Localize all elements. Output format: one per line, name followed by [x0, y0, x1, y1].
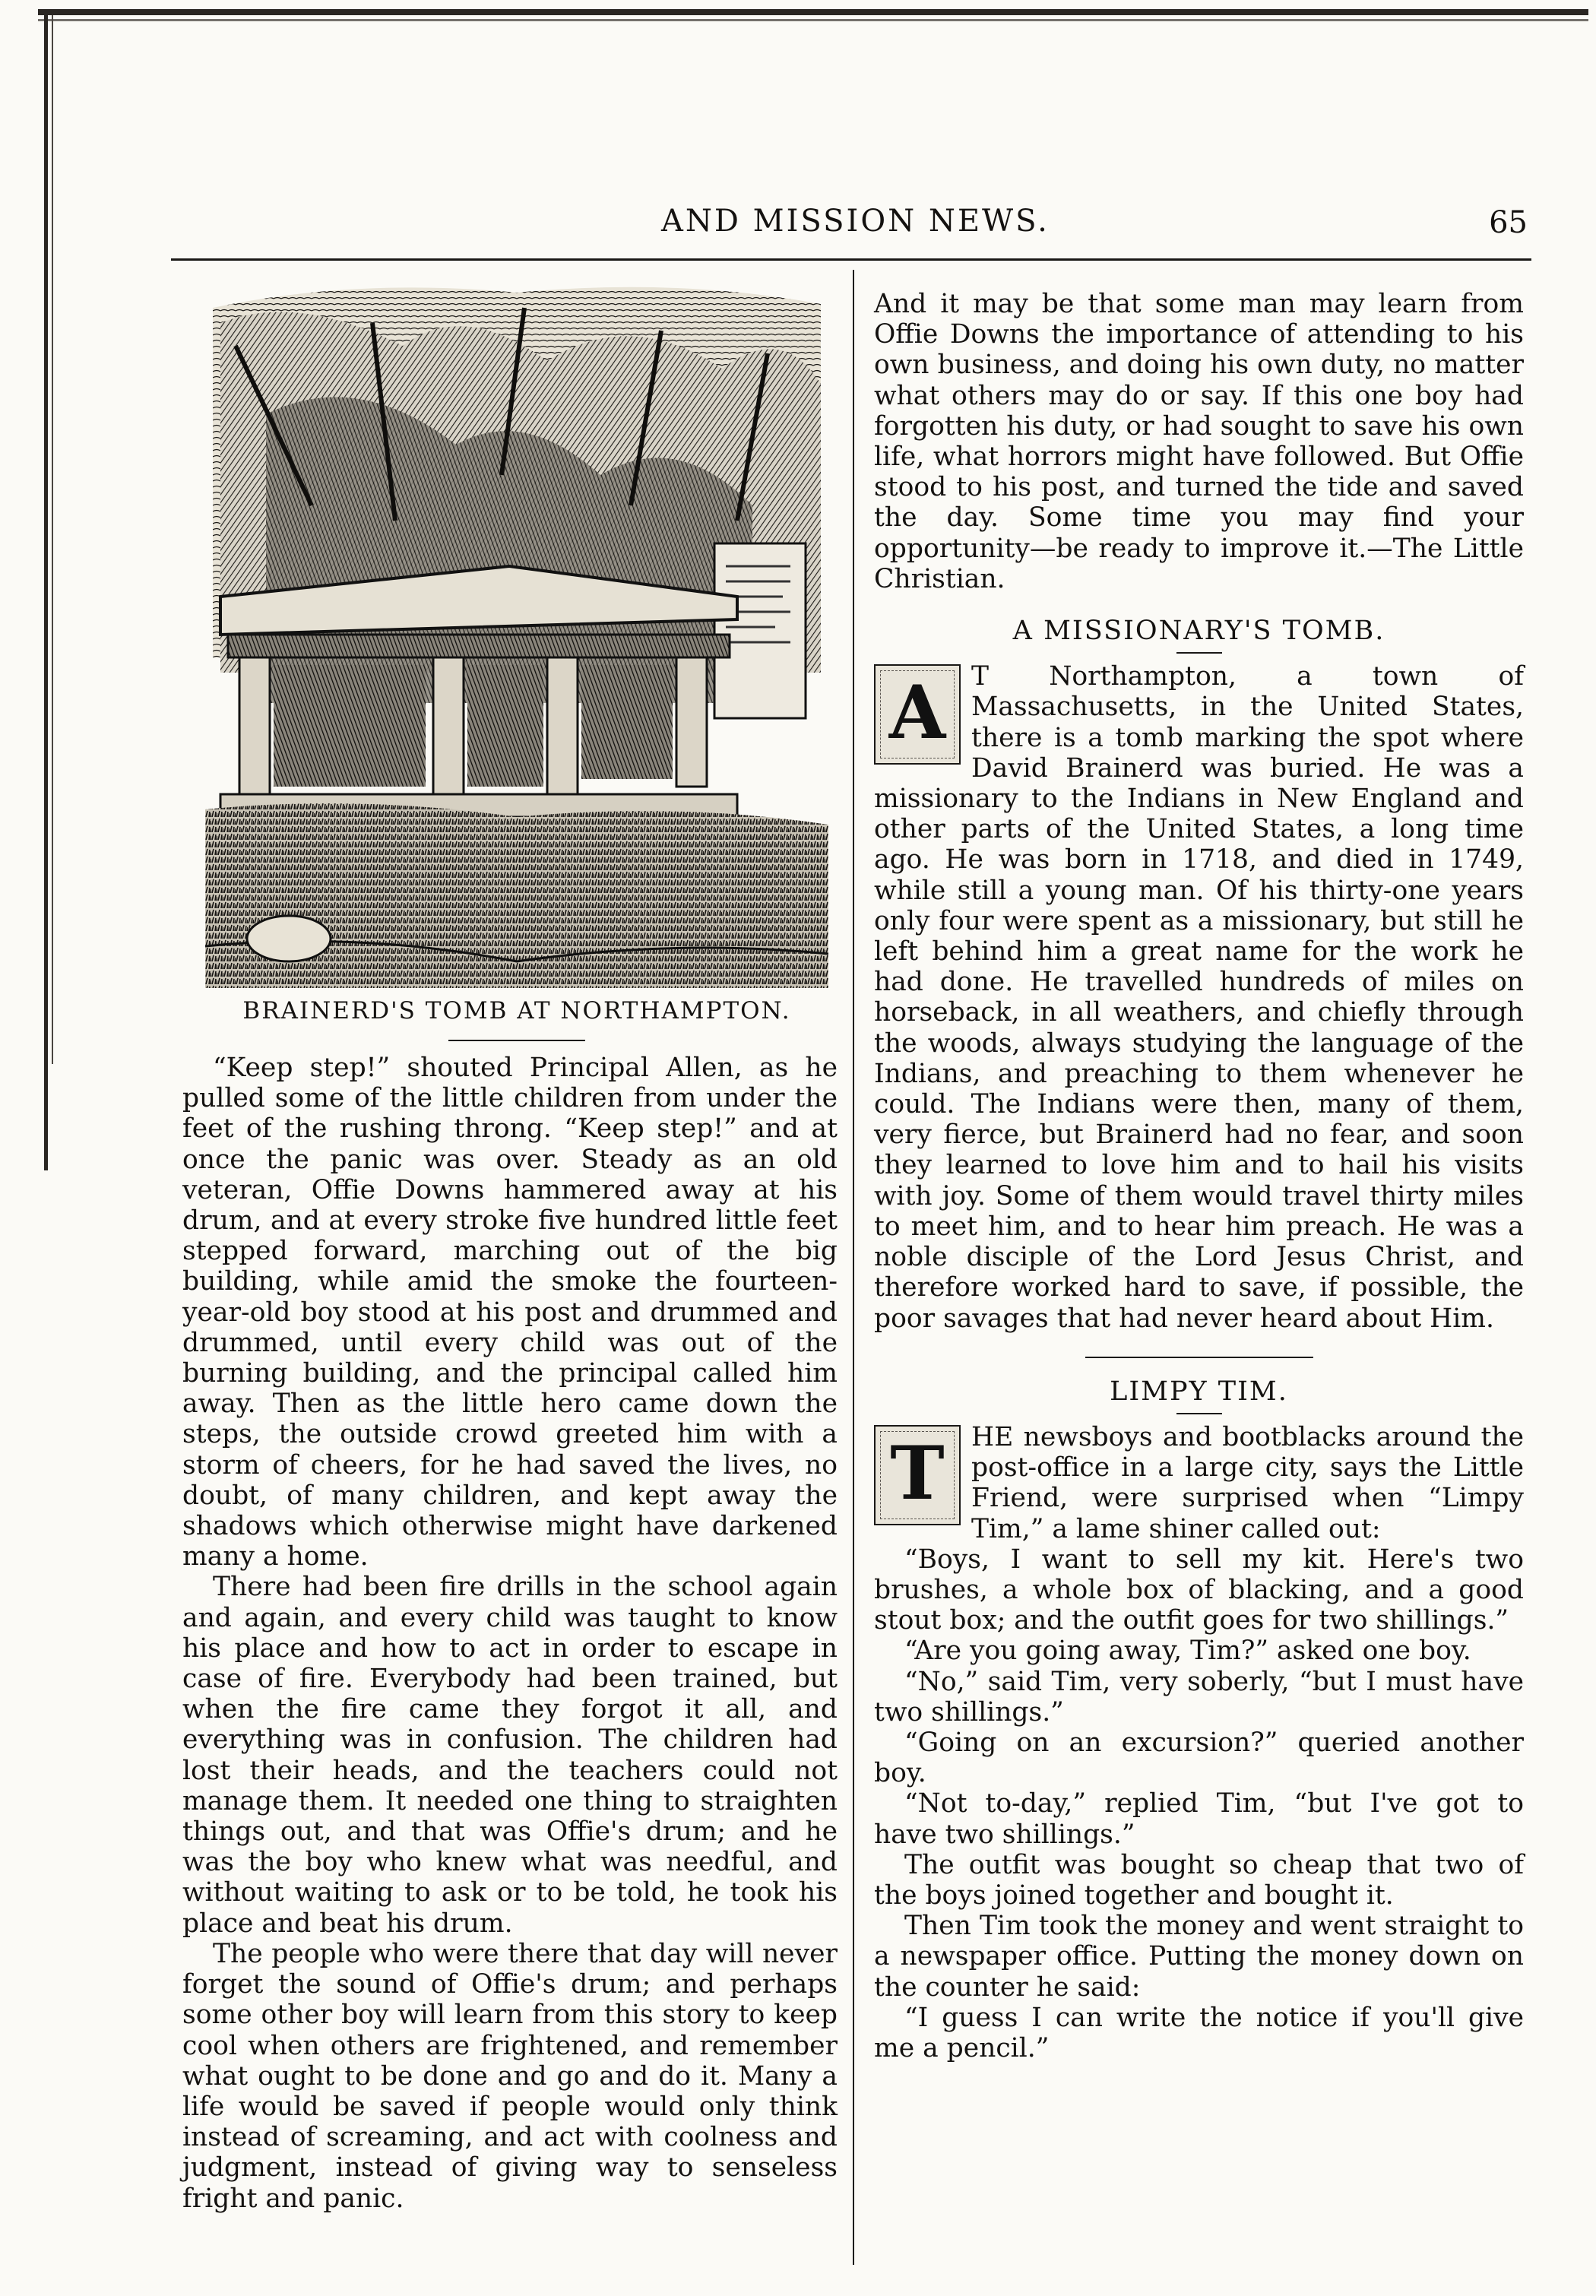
- section-title-limpy-tim: LIMPY TIM.: [1110, 1376, 1288, 1407]
- paragraph: The outfit was bought so cheap that two of the boys joined together and bought it.: [874, 1849, 1524, 1911]
- paragraph: “No,” said Tim, very soberly, “but I must have two shillings.”: [874, 1666, 1524, 1728]
- paragraph: HE newsboys and bootblacks around the post-office in a large city, says the Little Friend, were surprised when “Limpy Tim,” a lame shiner called out:: [971, 1421, 1524, 1544]
- top-border: [38, 9, 1588, 15]
- paragraph: There had been fire drills in the school again and again, and every child was taught to know his place and how to act in order to escape in case of fire. Everybody had been trained, but when the fire came they forgot it all, and everything was in confusion. The children had lost their heads, and the teachers could not manage them. It needed one thing to straighten things out, and that was Offie's drum; and he was the boy who knew what was needful, and without waiting to ask or to be told, he took his place and beat his drum.: [182, 1572, 838, 1939]
- figure-caption: BRAINERD'S TOMB AT NORTHAMPTON.: [242, 997, 791, 1024]
- tomb-engraving: [205, 277, 828, 988]
- paragraph: “Keep step!” shouted Principal Allen, as he pulled some of the little children from under the feet of the rushing throng. “Keep step!” and at once the panic was over. Steady as an old veteran, Offie Downs hammered away at his drum, and at every stroke five hundred little feet stepped forward, marching out of the big building, while amid the smoke the fourteen-year-old boy stood at his post and drummed and drummed, until every child was out of the burning building, and the principal called him away. Then as the little hero came down the steps, the outside crowd greeted him with a storm of cheers, for he had saved the lives, no doubt, of many children, and kept away the shadows which otherwise might have darkened many a home.: [182, 1053, 838, 1572]
- paragraph: And it may be that some man may learn from Offie Downs the importance of attending to his own business, and doing his own duty, no matter what others may do or say. If this one boy had forgotten his duty, or had sought to save his own life, what horrors might have followed. But Offie stood to his post, and turned the tide and saved the day. Some time you may find your opportunity—be ready to improve it.—The Little Christian.: [874, 289, 1524, 594]
- right-column: [874, 289, 1524, 2063]
- paragraph: “I guess I can write the notice if you'll give me a pencil.”: [874, 2002, 1524, 2063]
- header-rule: [171, 258, 1531, 261]
- tim-article: [874, 1422, 1524, 1544]
- paragraph: The people who were there that day will never forget the sound of Offie's drum; and perhaps some other boy will learn from this story to keep cool when others are frightened, and remember what ought to be done and go and do it. Many a life would be saved if people would only think instead of screaming, and act with coolness and judgment, instead of giving way to senseless fright and panic.: [182, 1938, 838, 2214]
- paragraph: “Are you going away, Tim?” asked one boy.: [904, 1636, 1471, 1667]
- caption-rule: [448, 1040, 585, 1041]
- column-divider: [853, 270, 854, 2265]
- paragraph: “Not to-day,” replied Tim, “but I've got to have two shillings.”: [874, 1788, 1524, 1850]
- drop-cap-initial: T: [874, 1425, 961, 1525]
- binding-edge-inner: [52, 15, 53, 1064]
- running-title: AND MISSION NEWS.: [661, 204, 1050, 239]
- section-rule: [1176, 1413, 1222, 1414]
- tomb-article: [874, 661, 1524, 1333]
- drop-cap-initial: A: [874, 664, 961, 765]
- paragraph: T Northampton, a town of Massachusetts, in the United States, there is a tomb marking the spot where David Brainerd was buried. He was a missionary to the Indians in New England and other parts of the United States, a long time ago. He was born in 1718, and died in 1749, while still a young man. Of his thirty-one years only four were spent as a missionary, but still he left behind him a great name for the work he had done. He travelled hundreds of miles on horseback, in all weathers, and chiefly through the woods, always studying the language of the Indians, and preaching to them whenever he could. The Indians were then, many of them, very fierce, but Brainerd had no fear, and soon they learned to love him and to hail his visits with joy. Some of them would travel thirty miles to meet him, and to hear him preach. He was a noble disciple of the Lord Jesus Christ, and therefore worked hard to save, if possible, the poor savages that had never heard about Him.: [874, 661, 1524, 1334]
- section-rule: [1176, 652, 1222, 654]
- paragraph: “Boys, I want to sell my kit. Here's two brushes, a whole box of blacking, and a good stout box; and the outfit goes for two shillings.”: [874, 1544, 1524, 1636]
- paragraph: “Going on an excursion?” queried another boy.: [874, 1727, 1524, 1789]
- section-title-missionary-tomb: A MISSIONARY'S TOMB.: [1012, 616, 1385, 647]
- binding-edge: [44, 15, 48, 1170]
- top-border-secondary: [38, 19, 1588, 21]
- page-header: [175, 204, 1528, 249]
- paragraph: Then Tim took the money and went straight to a newspaper office. Putting the money down on the counter he said:: [874, 1911, 1524, 2003]
- section-divider: [1085, 1357, 1313, 1358]
- page-number: 65: [1489, 205, 1528, 240]
- left-column: [182, 1053, 838, 2214]
